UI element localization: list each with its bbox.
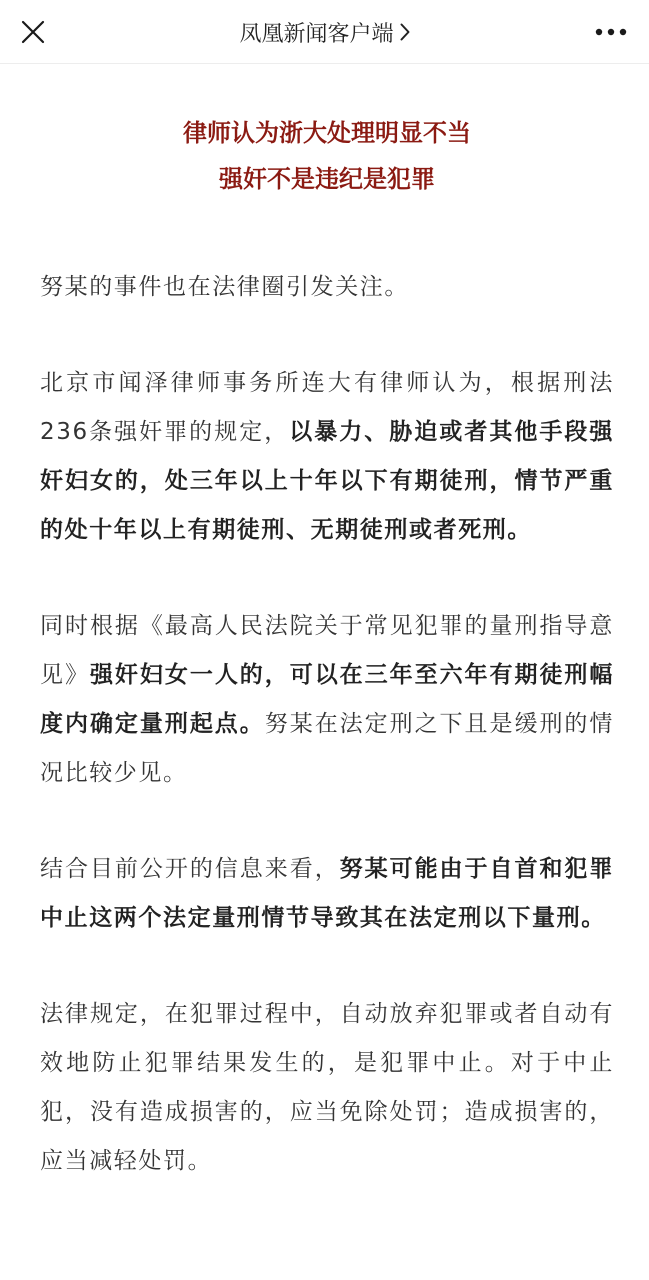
top-navigation-bar (0, 0, 649, 64)
more-options-button[interactable] (589, 13, 633, 51)
paragraph-2-bold: 以暴力、胁迫或者其他手段强奸妇女的，处三年以上十年以下有期徒刑，情节严重的处十年以上有期徒刑、无期徒刑或者死刑。 (40, 419, 614, 543)
article-body (40, 64, 614, 1186)
paragraph-2 (40, 359, 614, 555)
paragraph-1 (40, 263, 614, 312)
headline-line-1: 律师认为浙大处理明显不当 (183, 119, 471, 147)
paragraph-5-text: 法律规定，在犯罪过程中，自动放弃犯罪或者自动有效地防止犯罪结果发生的，是犯罪中止。对于中止犯，没有造成损害的，应当免除处罚；造成损害的，应当减轻处罚。 (40, 1001, 614, 1174)
paragraph-1-text: 努某的事件也在法律圈引发关注。 (40, 274, 409, 300)
paragraph-2-text: 北京市闻泽律师事务所连大有律师认为，根据刑法236条强奸罪的规定， (40, 370, 614, 445)
headline-line-2: 强奸不是违纪是犯罪 (219, 165, 435, 193)
paragraph-4-text: 结合目前公开的信息来看， (40, 856, 340, 882)
close-button[interactable] (14, 13, 52, 51)
paragraph-4-bold: 努某可能由于自首和犯罪中止这两个法定量刑情节导致其在法定刑以下量刑。 (40, 856, 614, 931)
paragraph-3-text-b: 努某在法定刑之下且是缓刑的情况比较少见。 (40, 711, 614, 786)
paragraph-3-bold: 强奸妇女一人的，可以在三年至六年有期徒刑幅度内确定量刑起点。 (40, 662, 614, 737)
section-headline (40, 110, 614, 202)
paragraph-5 (40, 990, 614, 1186)
close-icon (21, 20, 45, 44)
more-icon (595, 28, 627, 36)
paragraph-3-text-a: 同时根据《最高人民法院关于常见犯罪的量刑指导意见》 (40, 613, 614, 688)
paragraph-3 (40, 602, 614, 798)
source-title: 凤凰新闻客户端 (239, 21, 394, 47)
chevron-right-icon (400, 23, 410, 41)
source-title-link[interactable] (239, 17, 409, 48)
paragraph-4 (40, 845, 614, 943)
